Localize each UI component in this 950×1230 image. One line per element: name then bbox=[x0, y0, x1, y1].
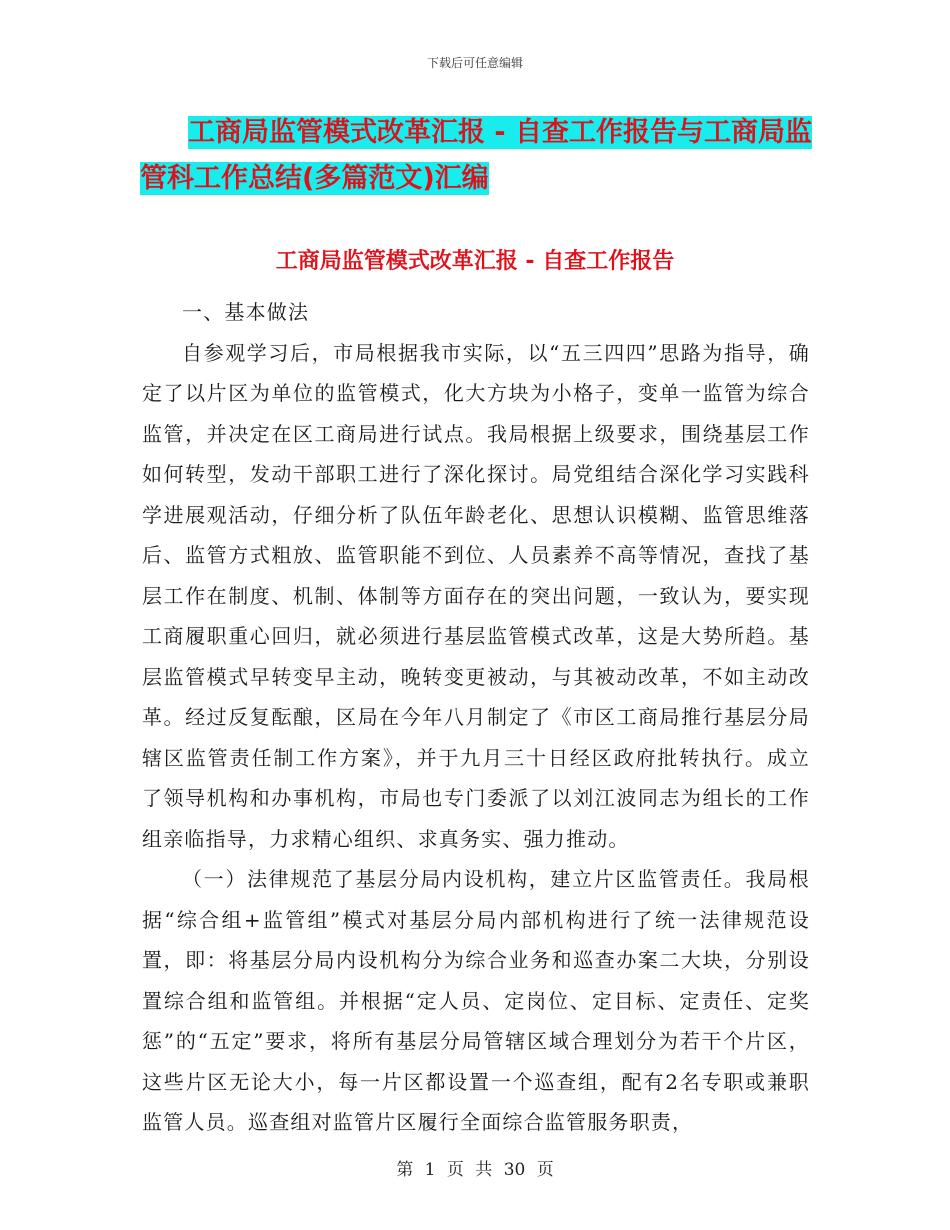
paragraph-heading: 一、基本做法 bbox=[182, 300, 310, 324]
page-number: 第 1 页 共 30 页 bbox=[396, 1160, 554, 1180]
section-title: 工商局监管模式改革汇报 - 自查工作报告 bbox=[275, 249, 675, 274]
document-title-line-2: 管科工作总结(多篇范文)汇编 bbox=[140, 163, 489, 194]
document-title bbox=[140, 110, 860, 202]
paragraph: （一）法律规范了基层分局内设机构，建立片区监管责任。我局根据“综合组+监管组”模式对基层分局内部机构进行了统一法律规范设置，即：将基层分局内设机构分为综合业务和巡查办案二大块，分别设置综合组和监管组。并根据“定人员、定岗位、定目标、定责任、定奖惩”的“五定”要求，将所有基层分局管辖区域合理划分为若干个片区，这些片区无论大小，每一片区都设置一个巡查组，配有2名专职或兼职监管人员。巡查组对监管片区履行全面综合监管服务职责， bbox=[142, 867, 810, 1134]
document-body bbox=[142, 292, 810, 1143]
page-header-note: 下载后可任意编辑 bbox=[426, 56, 523, 70]
document-title-line-1: 工商局监管模式改革汇报 - 自查工作报告与工商局监 bbox=[188, 117, 813, 148]
paragraph: 自参观学习后，市局根据我市实际，以“五三四四”思路为指导，确定了以片区为单位的监管模式，化大方块为小格子，变单一监管为综合监管，并决定在区工商局进行试点。我局根据上级要求，围绕基层工作如何转型，发动干部职工进行了深化探讨。局党组结合深化学习实践科学进展观活动，仔细分析了队伍年龄老化、思想认识模糊、监管思维落后、监管方式粗放、监管职能不到位、人员素养不高等情况，查找了基层工作在制度、机制、体制等方面存在的突出问题，一致认为，要实现工商履职重心回归，就必须进行基层监管模式改革，这是大势所趋。基层监管模式早转变早主动，晚转变更被动，与其被动改革，不如主动改革。经过反复酝酿，区局在今年八月制定了《市区工商局推行基层分局辖区监管责任制工作方案》，并于九月三十日经区政府批转执行。成立了领导机构和办事机构，市局也专门委派了以刘江波同志为组长的工作组亲临指导，力求精心组织、求真务实、强力推动。 bbox=[142, 340, 810, 851]
